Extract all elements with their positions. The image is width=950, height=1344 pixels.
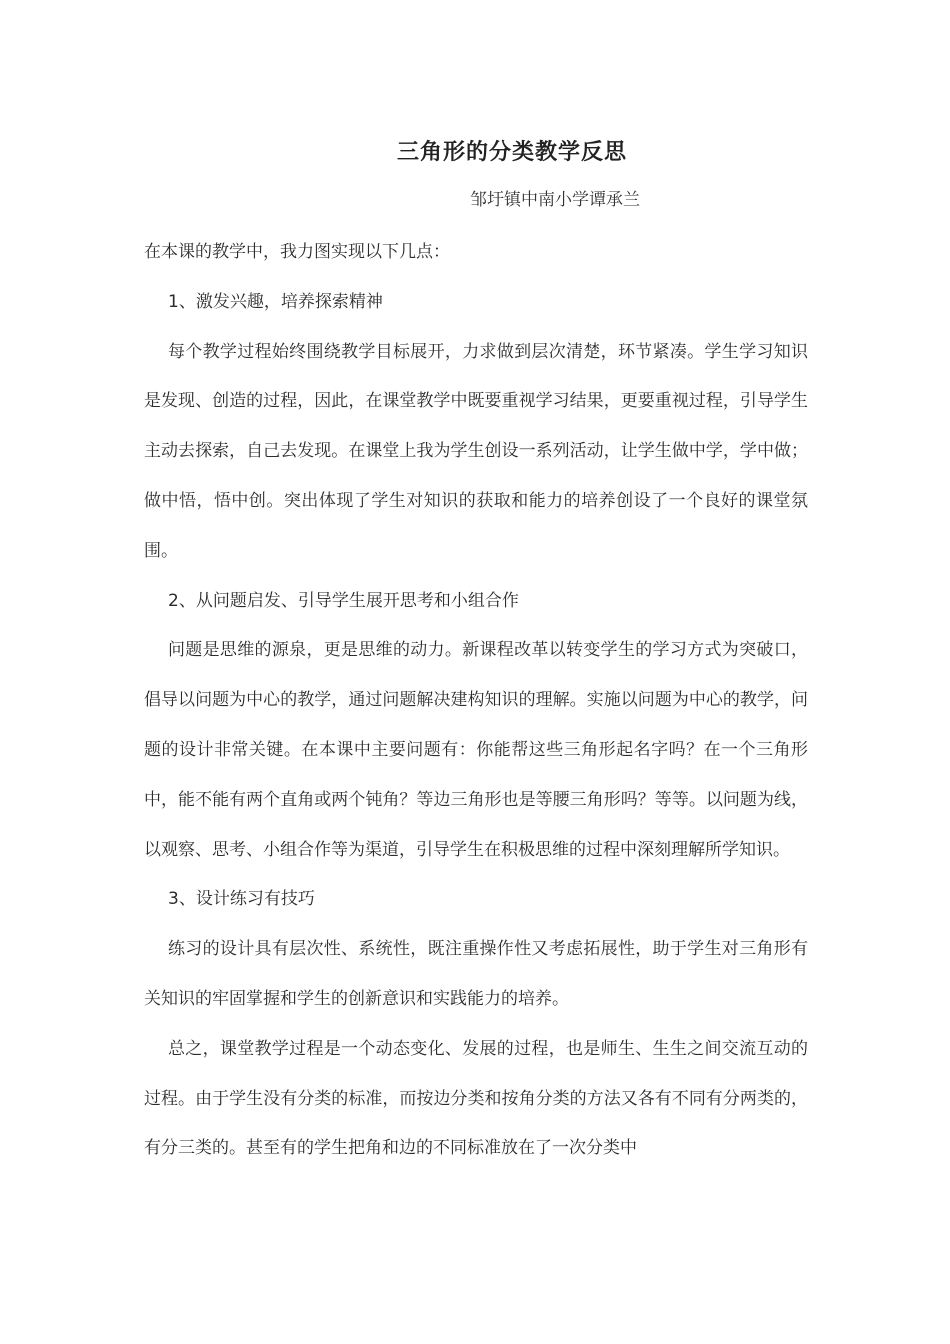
section-paragraph-1: 每个教学过程始终围绕教学目标展开，力求做到层次清楚，环节紧凑。学生学习知识是发现、创造的过程，因此，在课堂教学中既要重视学习结果，更要重视过程，引导学生主动去探索，自己去发现。在课堂上我为学生创设一系列活动，让学生做中学，学中做；做中悟，悟中创。突出体现了学生对知识的获取和能力的培养创设了一个良好的课堂氛围。 — [144, 341, 808, 561]
section-heading-2: 2、从问题启发、引导学生展开思考和小组合作 — [168, 590, 519, 611]
document-body — [144, 228, 808, 1174]
conclusion-paragraph: 总之，课堂教学过程是一个动态变化、发展的过程，也是师生、生生之间交流互动的过程。由于学生没有分类的标准，而按边分类和按角分类的方法又各有不同有分两类的，有分三类的。甚至有的学生把角和边的不同标准放在了一次分类中 — [144, 1038, 808, 1159]
document-author: 邹圩镇中南小学谭承兰 — [470, 190, 640, 210]
intro-paragraph: 在本课的教学中，我力图实现以下几点： — [144, 242, 450, 262]
section-paragraph-2: 问题是思维的源泉，更是思维的动力。新课程改革以转变学生的学习方式为突破口，倡导以问题为中心的教学，通过问题解决建构知识的理解。实施以问题为中心的教学，问题的设计非常关键。在本课中主要问题有：你能帮这些三角形起名字吗？在一个三角形中，能不能有两个直角或两个钝角？等边三角形也是等腰三角形吗？等等。以问题为线，以观察、思考、小组合作等为渠道，引导学生在积极思维的过程中深刻理解所学知识。 — [144, 640, 808, 860]
section-paragraph-3: 练习的设计具有层次性、系统性，既注重操作性又考虑拓展性，助于学生对三角形有关知识的牢固掌握和学生的创新意识和实践能力的培养。 — [144, 939, 808, 1009]
section-heading-1: 1、激发兴趣，培养探索精神 — [168, 291, 383, 312]
section-heading-3: 3、设计练习有技巧 — [168, 889, 315, 910]
document-title: 三角形的分类教学反思 — [396, 140, 627, 165]
